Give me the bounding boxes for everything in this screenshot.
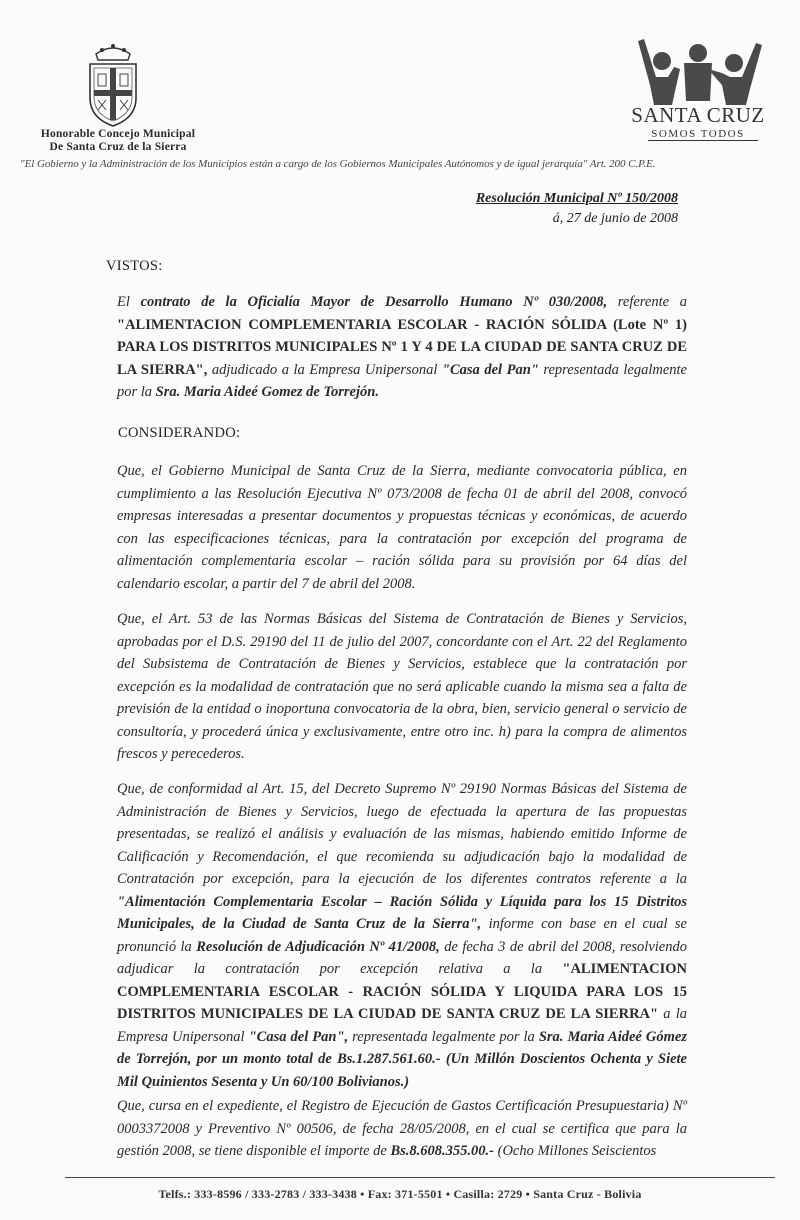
considerando-paragraph-1: Que, el Gobierno Municipal de Santa Cruz de la Sierra, mediante convocatoria pública, en cumplimiento a las Resolución Ejecutiva Nº 073/2008 de fecha 01 de abril del 2008, convocó empresas interesadas a presentar documentos y propuestas técnicas y económicas, de acuerdo con las especificaciones técnicas, para la contratación por excepción del programa de alimentación complementaria escolar – ración sólida para su provisión por 64 días del calendario escolar, a partir del 7 de abril del 2008. xyxy=(117,463,687,592)
representative-amount: Sra. Maria Aideé Gómez de Torrejón, por un monto total de Bs.1.287.561.60.- (Un Millón Doscientos Ochenta y Siete Mil Quinientos Sesenta y Un 60/100 Bolivianos.) xyxy=(117,1028,687,1090)
considerando-paragraph-3 xyxy=(117,778,687,1093)
text: a la Empresa Unipersonal xyxy=(117,1006,688,1045)
contract-ref: contrato de la Oficialía Mayor de Desarrollo Humano Nº 030/2008, xyxy=(140,294,608,310)
text: Que, cursa en el expediente, el Registro de Ejecución de Gastos Certificación Presupuestaria) Nº 0003372008 y Preventivo Nº 00506, de fecha 28/05/2008, en el cual se certifica que para la gestión 2008, se tiene disponible el importe de xyxy=(117,1098,687,1159)
program-title: "ALIMENTACION COMPLEMENTARIA ESCOLAR - RACIÓN SÓLIDA (Lote Nº 1) PARA LOS DISTRITOS MUNICIPALES Nº 1 Y 4 DE LA CIUDAD DE SANTA CRUZ DE LA SIERRA", xyxy=(117,316,687,378)
text: informe con base en el cual se pronunció la xyxy=(117,916,687,955)
logo-title: SANTA CRUZ xyxy=(631,103,765,127)
logo-divider xyxy=(648,140,758,141)
considerando-paragraph-2: Que, el Art. 53 de las Normas Básicas del Sistema de Contratación de Bienes y Servicios, aprobadas por el D.S. 29190 del 11 de julio del 2007, concordante con el Art. 22 del Reglamento del Subsistema de Contratación de Bienes y Servicios, establece que la contratación por excepción es la modalidad de contratación que no será aplicable cuando la misma sea a falta de previsión de la entidad o inoportuna convocatoria de la obra, bien, servicio general o servicio de consultoría, y procederá única y exclusivamente, entre otro inc. h) para la compra de alimentos frescos y perecederos. xyxy=(117,611,687,762)
resolution-date: á, 27 de junio de 2008 xyxy=(552,211,678,226)
logo-subtitle: SOMOS TODOS xyxy=(651,128,745,140)
text: El xyxy=(117,294,141,310)
footer-contact: Telfs.: 333-8596 / 333-2783 / 333-3438 • Fax: 371-5501 • Casilla: 2729 • Santa Cruz - Bolivia xyxy=(158,1187,642,1201)
vistos-heading: VISTOS: xyxy=(106,258,163,274)
text: adjudicado a la Empresa Unipersonal xyxy=(207,361,442,378)
vistos-paragraph xyxy=(117,291,687,404)
adjudication-resolution: Resolución de Adjudicación Nº 41/2008, xyxy=(196,938,440,955)
company-name: "Casa del Pan", xyxy=(248,1028,349,1045)
council-name xyxy=(28,128,208,154)
available-amount: Bs.8.608.355.00.- xyxy=(390,1143,494,1159)
resolution-number: Resolución Municipal Nº 150/2008 xyxy=(475,191,678,206)
text: representada legalmente por la xyxy=(117,361,687,400)
constitution-quote: "El Gobierno y la Administración de los Municipios están a cargo de los Gobiernos Municipales Autónomos y de igual jerarquía" Art. 200 C.P.E. xyxy=(20,158,656,170)
council-line-2: De Santa Cruz de la Sierra xyxy=(49,141,187,153)
program-title-caps: "ALIMENTACION COMPLEMENTARIA ESCOLAR - RACIÓN SÓLIDA Y LIQUIDA PARA LOS 15 DISTRITOS MUNICIPALES DE LA CIUDAD DE SANTA CRUZ DE LA SIERRA" xyxy=(117,961,687,1022)
considerando-paragraph-4 xyxy=(117,1095,687,1163)
text: de fecha 3 de abril del 2008, resolviendo adjudicar la contratación por excepción relativa a la xyxy=(117,938,687,977)
text: referente a xyxy=(607,294,687,310)
footer-divider xyxy=(65,1177,775,1178)
council-line-1: Honorable Concejo Municipal xyxy=(40,128,196,140)
municipal-crest-icon xyxy=(82,40,144,128)
text: (Ocho Millones Seiscientos xyxy=(493,1143,657,1159)
company-name: "Casa del Pan" xyxy=(441,361,539,378)
representative-name: Sra. Maria Aideé Gomez de Torrejón. xyxy=(155,384,379,400)
text: representada legalmente por la xyxy=(348,1028,539,1045)
considerando-heading: CONSIDERANDO: xyxy=(118,425,241,441)
program-title: "Alimentación Complementaria Escolar – Ración Sólida y Líquida para los 15 Distritos Municipales, de la Ciudad de Santa Cruz de la Sierra", xyxy=(117,893,687,932)
text: Que, de conformidad al Art. 15, del Decreto Supremo Nº 29190 Normas Básicas del Sistema de Administración de Bienes y Servicios, luego de efectuada la apertura de las propuestas presentadas, se realizó el análisis y evaluación de las mismas, habiendo emitido Informe de Calificación y Recomendación, el que recomienda su adjudicación bajo la modalidad de Contratación por excepción, para la ejecución de los diferentes contratos referente a la xyxy=(117,781,687,887)
